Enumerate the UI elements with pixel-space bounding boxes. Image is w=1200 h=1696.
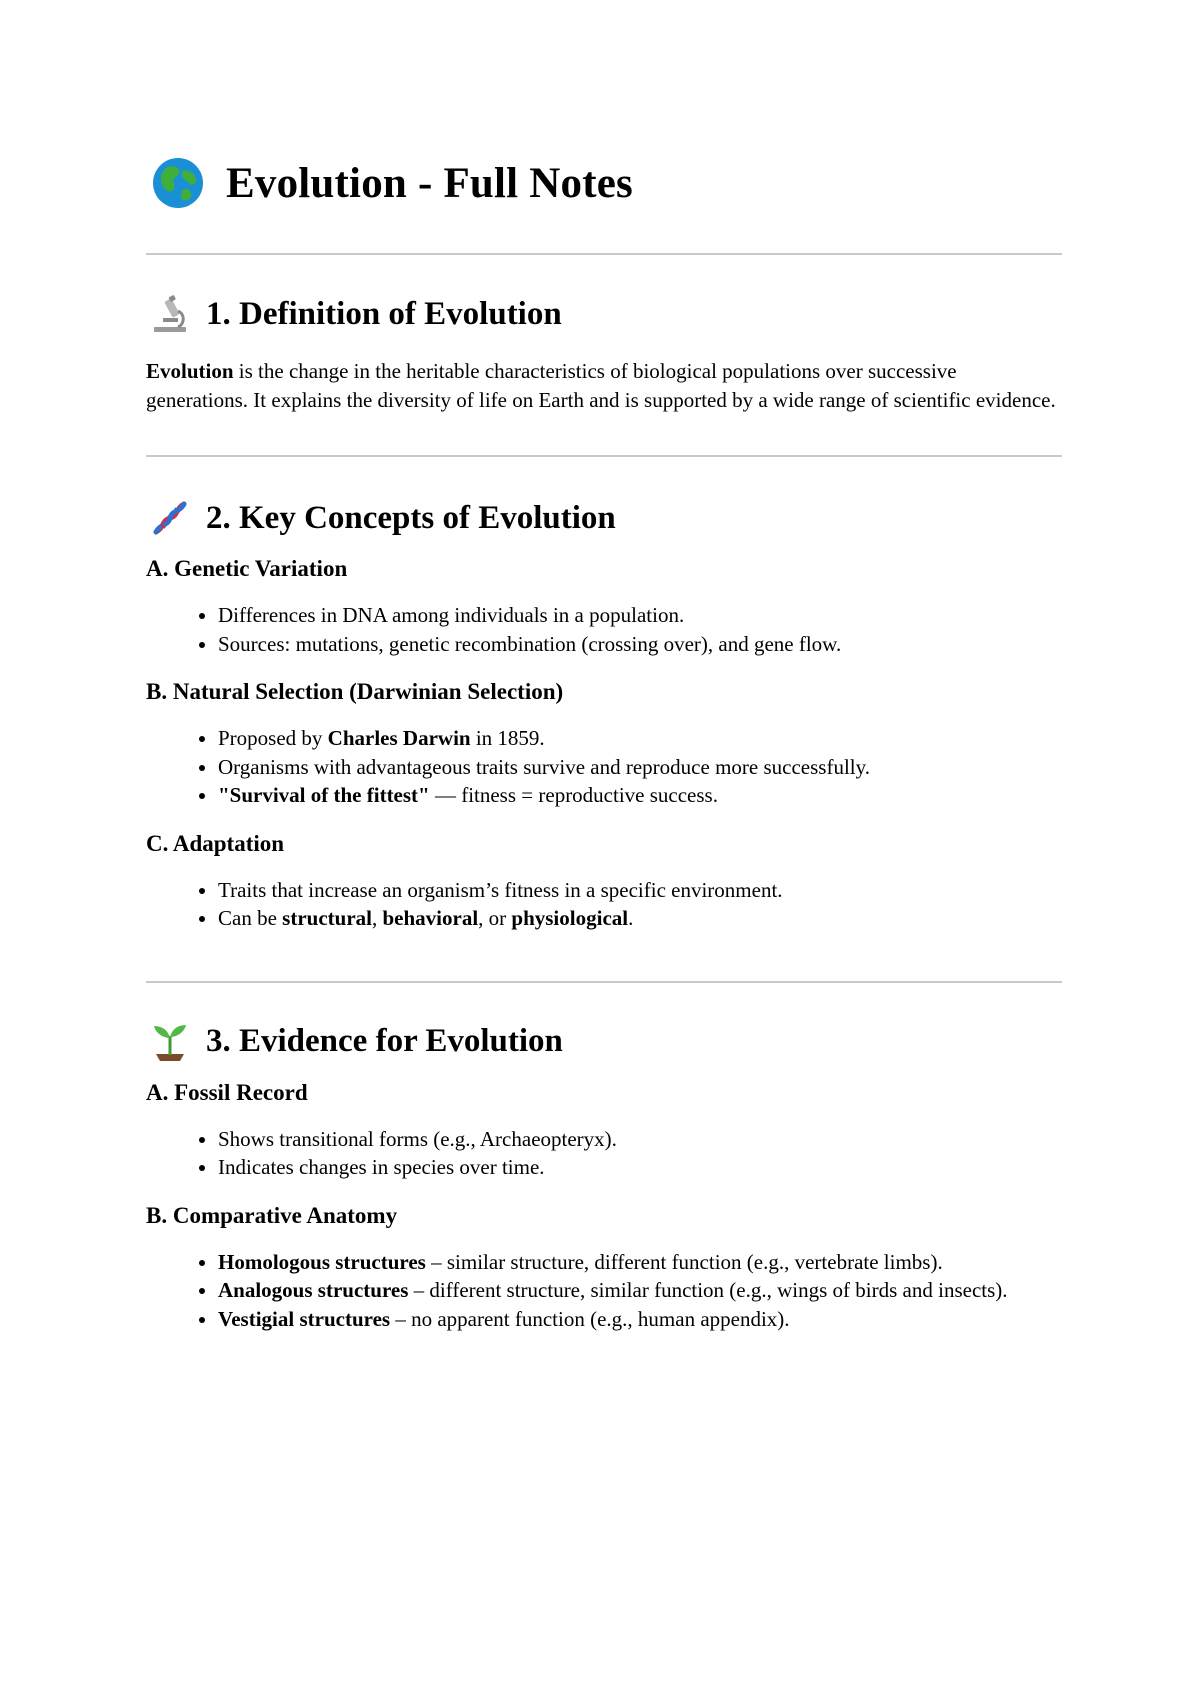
list-item: • Indicates changes in species over time. xyxy=(218,1153,1062,1182)
subsection-heading: A. Genetic Variation xyxy=(146,556,348,581)
section-heading-row xyxy=(146,289,1062,339)
subsection-heading: B. Comparative Anatomy xyxy=(146,1202,398,1228)
subsection-heading: C. Adaptation xyxy=(146,830,285,856)
list-item: • Traits that increase an organism’s fitness in a specific environment. xyxy=(218,876,1062,905)
list-item: • Analogous structures – different structure, similar function (e.g., wings of birds and insects). xyxy=(218,1276,1062,1305)
list-item: • Shows transitional forms (e.g., Archaeopteryx). xyxy=(218,1125,1062,1154)
list-item: • Sources: mutations, genetic recombination (crossing over), and gene flow. xyxy=(218,630,1062,659)
list-item: • "Survival of the fittest" — fitness = reproductive success. xyxy=(218,781,1062,810)
bullet-list xyxy=(146,1248,1062,1334)
term: Evolution xyxy=(146,359,234,383)
page-title: Evolution - Full Notes xyxy=(226,159,633,207)
section-heading-row xyxy=(146,1017,1062,1067)
bullet-list xyxy=(146,876,1062,933)
subsection-heading: B. Natural Selection (Darwinian Selection) xyxy=(146,679,564,704)
subsection-heading: A. Fossil Record xyxy=(146,1079,308,1105)
dna-icon xyxy=(150,498,190,538)
list-item: • Vestigial structures – no apparent function (e.g., human appendix). xyxy=(218,1305,1062,1334)
document-page xyxy=(146,148,1062,1333)
definition-text: is the change in the heritable characteristics of biological populations over successive generations. It explains the diversity of life on Earth and is supported by a wide range of scientific evidence. xyxy=(146,359,1056,412)
globe-icon xyxy=(152,157,204,209)
section-heading: 3. Evidence for Evolution xyxy=(206,1023,563,1059)
list-item: • Can be structural, behavioral, or physiological. xyxy=(218,904,1062,933)
list-item: • Homologous structures – similar structure, different function (e.g., vertebrate limbs). xyxy=(218,1248,1062,1277)
section-heading-row xyxy=(146,493,1062,543)
seedling-icon xyxy=(150,1022,190,1062)
bullet-list xyxy=(146,724,1062,810)
section-heading: 2. Key Concepts of Evolution xyxy=(206,499,616,536)
list-item: • Differences in DNA among individuals in a population. xyxy=(218,601,1062,630)
list-item: • Organisms with advantageous traits survive and reproduce more successfully. xyxy=(218,753,1062,782)
section-heading: 1. Definition of Evolution xyxy=(206,295,562,332)
title-row xyxy=(146,148,1062,218)
bullet-list xyxy=(146,601,1062,658)
microscope-icon xyxy=(150,294,190,334)
bullet-list xyxy=(146,1125,1062,1182)
definition-paragraph xyxy=(146,357,1062,415)
list-item: • Proposed by Charles Darwin in 1859. xyxy=(218,724,1062,753)
